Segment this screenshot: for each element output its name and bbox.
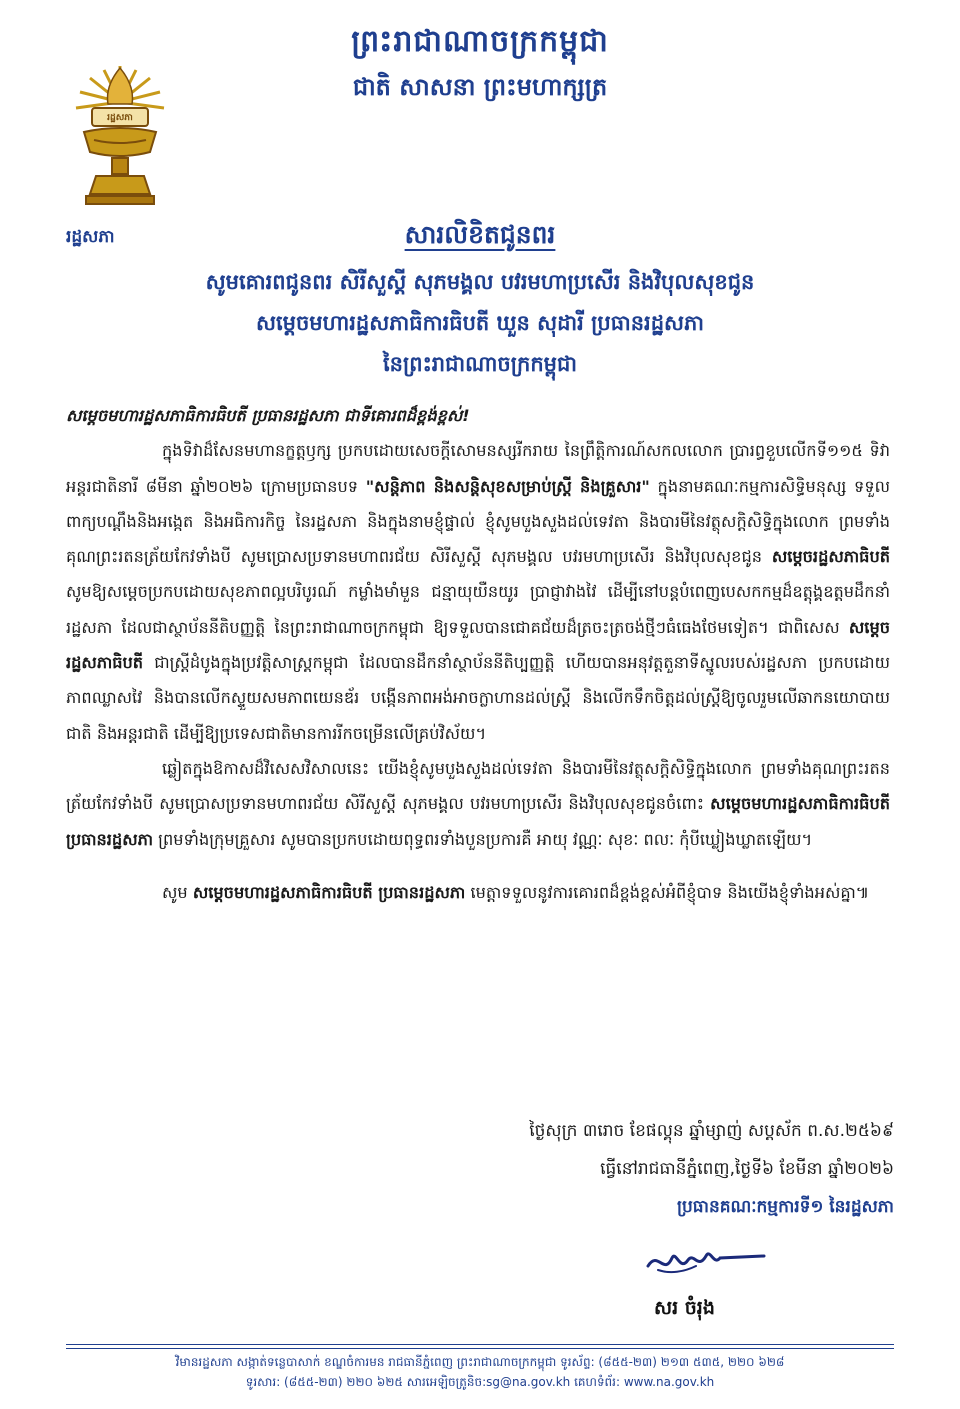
national-assembly-emblem (70, 62, 170, 212)
place-and-date: ធ្វើនៅរាជធានីភ្នំពេញ,ថ្ងៃទី៦ ខែមីនា ឆ្នាំ២០២៦ (600, 1159, 894, 1179)
paragraph-2 (66, 751, 890, 857)
paragraph-1 (66, 433, 890, 751)
paragraph-2-name: សម្តេចមហារដ្ឋសភាធិការធិបតី ប្រធានរដ្ឋសភា (66, 794, 890, 849)
paragraph-1-name-1: សម្តេចរដ្ឋសភាធិបតី (771, 547, 890, 567)
kingdom-name: ព្រះរាជាណាចក្រកម្ពុជា (351, 24, 609, 59)
paragraph-1-text-b: ក្នុងនាមគណៈកម្មការសិទ្ធិមនុស្ស ទទួលពាក្យបណ្តឹងនិងអង្កេត និងអធិការកិច្ច នៃរដ្ឋសភា និងក្នុងនាមខ្ញុំផ្ទាល់ ខ្ញុំសូមបួងសួងដល់ទេវតា និងបារមីនៃវត្ថុសក្តិសិទ្ធិក្នុងលោក ព្រមទាំងគុណព្រះរតនត្រ័យកែវទាំងបី សូមប្រោសប្រទានមហាពរជ័យ សិរីសួស្តី សុភមង្គល បវរមហាប្រសើរ និងវិបុលសុខជូន (66, 476, 891, 567)
handwritten-signature (640, 1236, 770, 1284)
organization-label: រដ្ឋសភា (66, 227, 115, 247)
paragraph-2-text-a: ឆ្លៀតក្នុងឱកាសដ៏វិសេសវិសាលនេះ យើងខ្ញុំសូមបួងសួងដល់ទេវតា និងបារមីនៃវត្ថុសក្តិសិទ្ធិក្នុងលោក ព្រមទាំងគុណព្រះរតនត្រ័យកែវទាំងបី សូមប្រោសប្រទានមហាពរជ័យ សិរីសួស្តី សុភមង្គល បវរមហាប្រសើរ និងវិបុលសុខជូនចំពោះ (66, 758, 890, 814)
paragraph-1-text-c: សូមឱ្យសម្តេចប្រកបដោយសុខភាពល្អបរិបូរណ៍ កម្លាំងមាំមួន ជន្មាយុយឺនយូរ ប្រាជ្ញាវាងវៃ ដើម្បីនៅបន្តបំពេញបេសកកម្មដ៏ឧត្តុង្គឧត្តមដឹកនាំរដ្ឋសភា ដែលជាស្ថាប័ននីតិបញ្ញត្តិ នៃព្រះរាជាណាចក្រកម្ពុជា ឱ្យទទួលបានជោគជ័យដ៏ត្រចះត្រចង់ថ្មីៗធំធេងថែមទៀត។ ជាពិសេស (66, 582, 890, 637)
document-title: សារលិខិតជូនពរ (404, 220, 556, 249)
signer-name: សរ ចំរុង (654, 1297, 715, 1319)
title-line-2: សម្តេចមហារដ្ឋសភាធិការធិបតី ឃួន សុដារី ប្រធានរដ្ឋសភា (255, 311, 705, 335)
lunar-date: ថ្ងៃសុក្រ ៣រោច ខែផល្គុន ឆ្នាំម្សាញ់ សប្តស័ក ព.ស.២៥៦៩ (529, 1121, 894, 1141)
salutation: សម្តេចមហារដ្ឋសភាធិការធិបតី ប្រធានរដ្ឋសភា ជាទីគោរពដ៏ខ្ពង់ខ្ពស់! (66, 406, 470, 425)
footer-rule-bottom (66, 1348, 894, 1349)
footer-address: វិមានរដ្ឋសភា សង្កាត់ទន្លេបាសាក់ ខណ្ឌចំការមន រាជធានីភ្នំពេញ ព្រះរាជាណាចក្រកម្ពុជា ទូរស័ព្ទ: (៨៥៥-២៣) ២១៣ ៥៣៥, ២២០ ៦២៨ (175, 1355, 785, 1369)
paragraph-1-text-d: ជាស្ត្រីដំបូងក្នុងប្រវត្តិសាស្ត្រកម្ពុជា ដែលបានដឹកនាំស្ថាប័ននីតិប្បញ្ញត្តិ ហើយបានអនុវត្តតួនាទីស្នូលរបស់រដ្ឋសភា ប្រកបដោយភាពឈ្លាសវៃ និងបានលើកស្ទួយសមភាពយេនឌ័រ បង្កើនភាពអង់អាចក្លាហានដល់ស្ត្រី និងលើកទឹកចិត្តដល់ស្ត្រីឱ្យចូលរួមលើឆាកនយោបាយជាតិ និងអន្តរជាតិ ដើម្បីឱ្យប្រទេសជាតិមានការរីកចម្រើនលើគ្រប់វិស័យ។ (66, 653, 890, 743)
paragraph-3-name: សម្តេចមហារដ្ឋសភាធិការធិបតី ប្រធានរដ្ឋសភា (192, 882, 466, 902)
national-motto: ជាតិ សាសនា ព្រះមហាក្សត្រ (352, 73, 608, 101)
paragraph-gap (66, 857, 890, 875)
footer (66, 1352, 894, 1392)
paragraph-3 (66, 875, 890, 910)
paragraph-1-text-a: ក្នុងទិវាដ៏សែនមហានក្ខត្តឫក្ស ប្រកបដោយសេចក្តីសោមនស្សរីករាយ នៃព្រឹត្តិការណ៍សកលលោក ប្រារព្ធខួបលើកទី១១៥ ទិវាអន្តរជាតិនារី ៨មីនា ឆ្នាំ២០២៦ ក្រោមប្រធានបទ (66, 441, 890, 496)
date-block (529, 1112, 894, 1226)
paragraph-3-text-a: សូម (162, 882, 193, 902)
title-lines (60, 262, 900, 385)
footer-rule-top (66, 1344, 894, 1345)
emblem-plaque-text: រដ្ឋសភា (107, 113, 133, 123)
title-line-1: សូមគោរពជូនពរ សិរីសួស្តី សុភមង្គល បវរមហាប្រសើរ និងវិបុលសុខជូន (205, 270, 755, 294)
signer-title: ប្រធានគណៈកម្មការទី១ នៃរដ្ឋសភា (676, 1197, 894, 1217)
paragraph-1-theme: "សន្តិភាព និងសន្តិសុខសម្រាប់ស្ត្រី និងគ្រួសារ" (365, 476, 650, 496)
title-line-3: នៃព្រះរាជាណាចក្រកម្ពុជា (382, 352, 577, 376)
paragraph-3-text-b: មេត្តាទទួលនូវការគោរពដ៏ខ្ពង់ខ្ពស់អំពីខ្ញុំបាទ និងយើងខ្ញុំទាំងអស់គ្នា៕ (465, 882, 870, 902)
paragraph-1-name-2: សម្តេចរដ្ឋសភាធិបតី (66, 617, 890, 673)
letter-body (66, 398, 890, 910)
footer-contact: ទូរសារ: (៨៥៥-២៣) ២២០ ៦២៥ សារអេឡិចត្រូនិច:sg@na.gov.kh គេហទំព័រ: www.na.gov.kh (245, 1375, 715, 1389)
paragraph-2-text-b: ព្រមទាំងក្រុមគ្រួសារ សូមបានប្រកបដោយពុទ្ធពរទាំងបួនប្រការគឺ អាយុ វណ្ណៈ សុខៈ ពលៈ កុំបីឃ្លៀងឃ្លាតឡើយ។ (153, 829, 813, 849)
